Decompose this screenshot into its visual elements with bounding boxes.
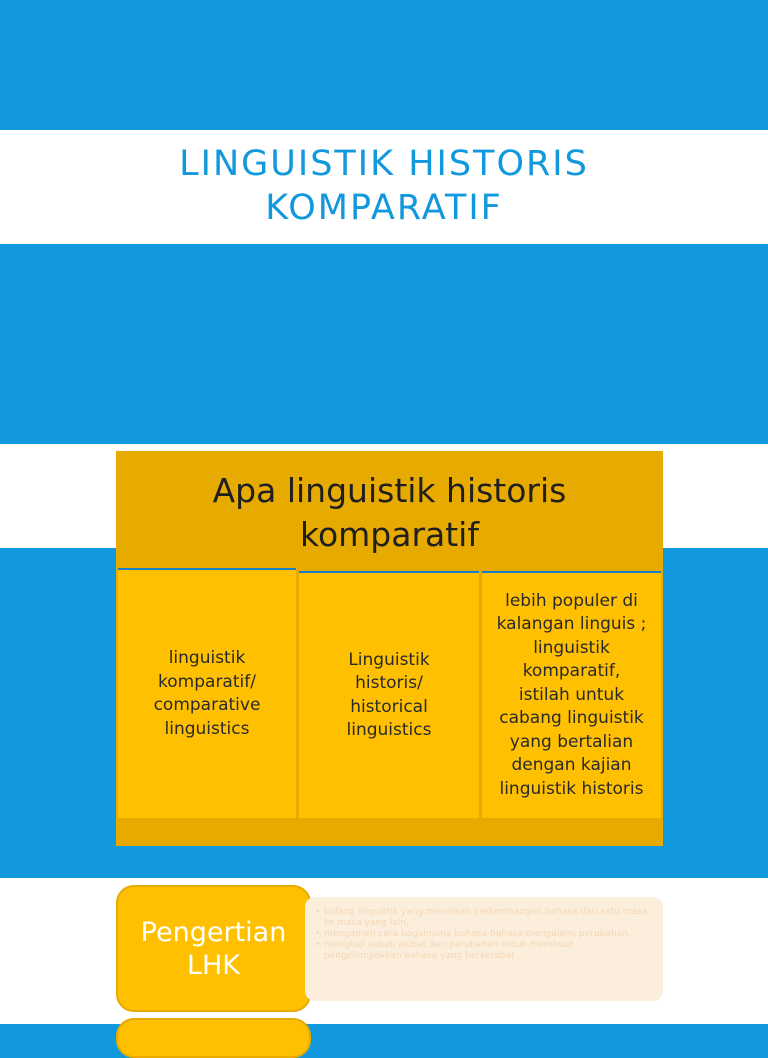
definition-list xyxy=(315,907,651,962)
column-line: linguistik historis xyxy=(499,778,644,799)
box-label-line: LHK xyxy=(186,949,241,981)
column-text xyxy=(347,649,432,743)
definition-text: mengkaji sebab akibat dari perubahan untuk membuat pengelompokkan bahasa yang berkerabat xyxy=(324,940,574,961)
pengertian-lhk-box xyxy=(116,885,311,1012)
column-line: yang bertalian xyxy=(509,731,634,752)
panel-heading xyxy=(116,469,663,557)
definition-text: mengamati cara bagaimana bahasa-bahasa mengalami perubahan, xyxy=(324,929,631,939)
pengertian-lhk-label xyxy=(141,916,287,982)
column-line: komparatif, xyxy=(522,661,621,682)
column-text xyxy=(497,590,647,802)
column-line: linguistik xyxy=(533,637,610,658)
panel-heading-line-2: komparatif xyxy=(300,515,479,554)
column-line: linguistik xyxy=(168,648,246,668)
definition-item xyxy=(315,929,651,940)
definition-item xyxy=(315,907,651,929)
column-line: historical xyxy=(350,696,428,717)
bullet-icon: • xyxy=(315,907,321,917)
column-line: comparative xyxy=(153,695,261,715)
slide-title-line-1: LINGUISTIK HISTORIS xyxy=(179,144,589,184)
slide-title xyxy=(0,142,768,230)
definition-item xyxy=(315,940,651,962)
column-line: lebih populer di xyxy=(505,590,638,611)
column-line: dengan kajian xyxy=(511,755,632,776)
column-line: linguistics xyxy=(164,718,250,739)
next-box xyxy=(116,1018,311,1058)
bullet-icon: • xyxy=(315,929,321,939)
bullet-icon: • xyxy=(315,940,321,950)
panel-heading-line-1: Apa linguistik historis xyxy=(212,471,567,510)
column-line: linguistics xyxy=(346,720,432,740)
column-comparative-linguistics xyxy=(118,570,296,818)
column-line: Linguistik xyxy=(348,649,430,670)
definition-text: bidang linguistik yang menelaah perkembangan bahasa dari satu masa ke masa yang lain, xyxy=(324,907,648,928)
column-line: cabang linguistik xyxy=(499,708,644,729)
slide-title-line-2: KOMPARATIF xyxy=(265,188,503,228)
column-line: kalangan linguis ; xyxy=(496,614,647,635)
box-label-line: Pengertian xyxy=(140,916,287,948)
column-historical-linguistics xyxy=(299,573,479,818)
column-popular-term xyxy=(482,573,661,818)
column-text xyxy=(154,647,261,741)
title-slide-band xyxy=(0,130,768,244)
column-line: historis/ xyxy=(355,673,423,693)
definition-box xyxy=(305,897,663,1001)
column-line: istilah untuk xyxy=(518,684,625,705)
column-line: komparatif/ xyxy=(158,671,256,692)
